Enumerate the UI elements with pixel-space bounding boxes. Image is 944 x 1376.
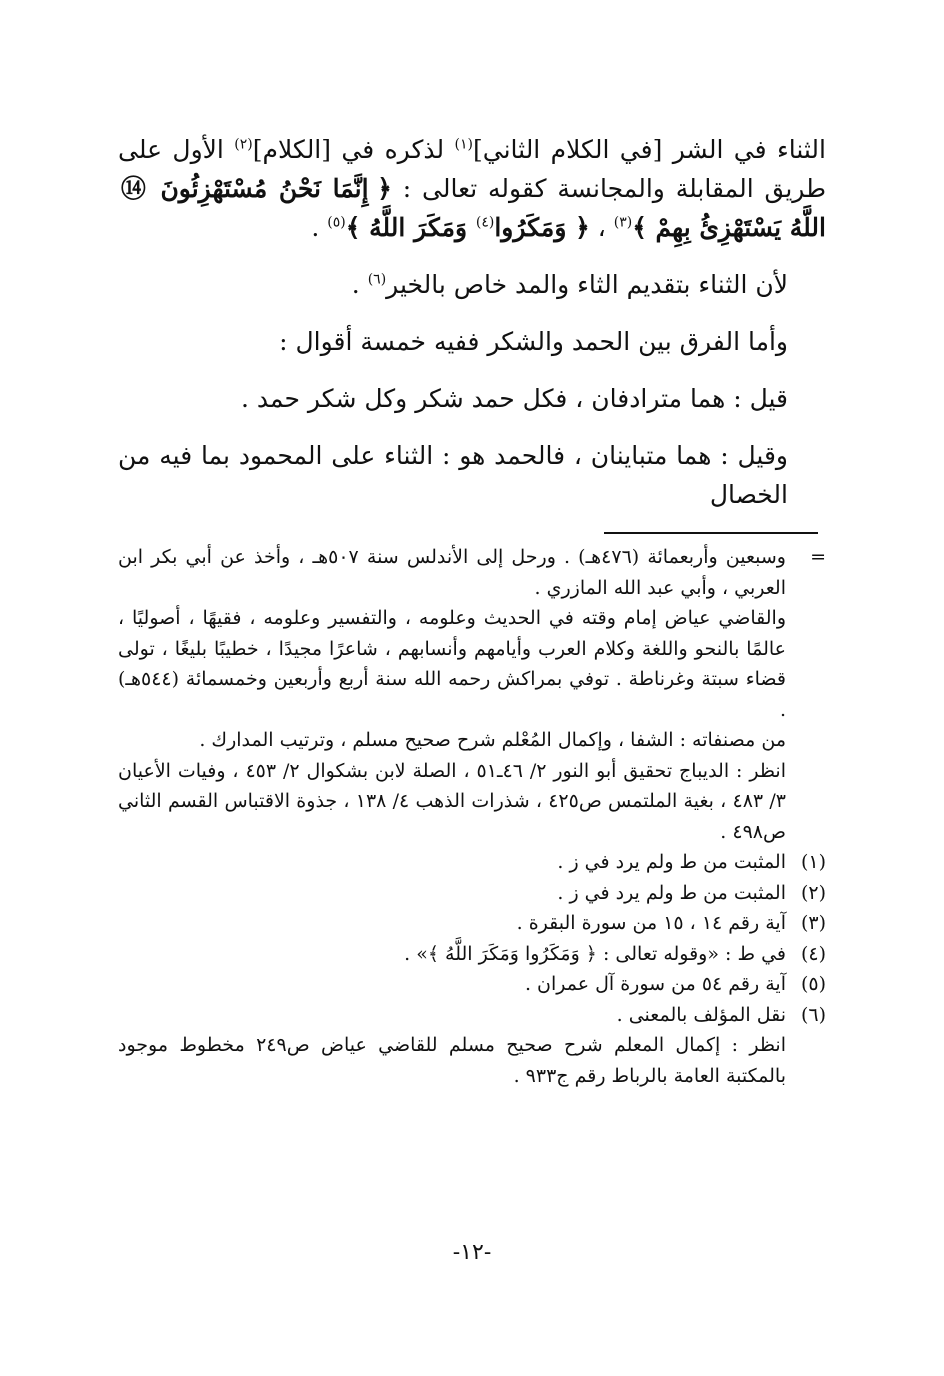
footnote-continuation [118, 542, 826, 847]
footnote-number: (٦) [800, 1003, 826, 1026]
footnote-text: نقل المؤلف بالمعنى . [616, 1003, 786, 1026]
footnote-5 [118, 969, 826, 1000]
text-run: الأول على طريق المقابلة والمجانسة كقوله تعالى : [118, 135, 826, 203]
footnote-number: (٢) [800, 881, 826, 904]
text-run: . [351, 270, 368, 299]
continuation-text: وسبعين وأربعمائة (٤٧٦هـ) . ورحل إلى الأندلس سنة ٥٠٧هـ ، وأخذ عن أبي بكر ابن العربي ، وأبي عبد الله المازري . [118, 546, 786, 599]
footnote-2 [118, 878, 826, 909]
paragraph-5: وقيل : هما متباينان ، فالحمد هو : الثناء على المحمود بما فيه من الخصال [118, 441, 788, 509]
text-run: لذكره في [الكلام] [252, 135, 455, 164]
paragraph-4: قيل : هما مترادفان ، فكل حمد شكر وكل شكر حمد . [240, 384, 788, 413]
text-run: . [311, 213, 328, 242]
footnote-1 [118, 847, 826, 878]
footnote-text: آية رقم ٥٤ من سورة آل عمران . [524, 973, 786, 995]
footnote-text: في ط : «وقوله تعالى : ﴿ وَمَكَرُوا وَمَكَرَ اللَّهُ ﴾» . [404, 942, 786, 965]
footnote-ref[interactable]: (٥) [327, 214, 346, 231]
quran-verse: ﴿ إِنَّمَا نَحْنُ مُسْتَهْزِئُونَ ⑭ اللَّهُ يَسْتَهْزِئُ بِهِمْ ﴾ [118, 174, 826, 242]
footnote-ref[interactable]: (٣) [613, 214, 633, 231]
paragraph-1 [118, 130, 826, 247]
quran-verse: وَمَكَرَ اللَّهُ ﴾ [345, 213, 476, 242]
footnote-ref[interactable]: (١) [454, 136, 473, 153]
continuation-mark: = [810, 546, 826, 568]
footnote-6 [118, 1000, 826, 1031]
footnote-ref[interactable]: (٤) [475, 214, 495, 231]
footnote-ref[interactable]: (٢) [234, 136, 253, 153]
footnote-number: (٣) [800, 912, 826, 934]
footnote-ref[interactable]: (٦) [367, 271, 387, 288]
footnote-number: (٤) [800, 942, 826, 965]
main-text [118, 130, 826, 514]
quran-verse: ﴿ وَمَكَرُوا [494, 213, 590, 242]
continuation-text: انظر : الديباج تحقيق أبو النور ٢/ ٤٦ـ٥١ ، الصلة لابن بشكوال ٢/ ٤٥٣ ، وفيات الأعيان ٣/ ٤٨٣ ، بغية الملتمس ص٤٢٥ ، شذرات الذهب ٤/ ١٣٨ ، جذوة الاقتباس القسم الثاني ص٤٩٨ . [118, 759, 786, 843]
text-run: الثناء في الشر [في الكلام الثاني] [472, 135, 826, 164]
footnote-3 [118, 908, 826, 939]
footnotes [118, 542, 826, 1091]
text-run: ، [589, 213, 614, 242]
footnote-text: المثبت من ط ولم يرد في ز . [557, 881, 786, 904]
footnote-text: المثبت من ط ولم يرد في ز . [557, 851, 786, 873]
paragraph-2 [118, 265, 826, 304]
paragraph-3: وأما الفرق بين الحمد والشكر ففيه خمسة أقوال : [279, 327, 788, 356]
text-run: لأن الثناء بتقديم الثاء والمد خاص بالخير [386, 270, 788, 299]
footnote-4 [118, 939, 826, 970]
footnote-source: انظر : إكمال المعلم شرح صحيح مسلم للقاضي عياض ص٢٤٩ مخطوط موجود بالمكتبة العامة بالرباط رقم ج٩٣٣ . [118, 1034, 786, 1087]
continuation-text: من مصنفاته : الشفا ، وإكمال المُعْلم شرح صحيح مسلم ، وترتيب المدارك . [199, 729, 786, 751]
footnote-number: (٥) [800, 973, 826, 995]
continuation-text: والقاضي عياض إمام وقته في الحديث وعلومه ، والتفسير وعلومه ، فقيهًا ، أصوليًا ، عالمًا بالنحو واللغة وكلام العرب وأيامهم وأنسابهم ، شاعرًا مجيدًا ، خطيبًا بليغًا ، تولى قضاء سبتة وغرناطة . توفي بمراكش رحمه الله سنة أربع وأربعين وخمسمائة (٥٤٤هـ) . [118, 607, 786, 721]
footnote-number: (١) [800, 851, 826, 873]
page-number: -١٢- [452, 1240, 492, 1265]
footnote-text: آية رقم ١٤ ، ١٥ من سورة البقرة . [516, 912, 786, 934]
footnote-divider [604, 532, 818, 534]
